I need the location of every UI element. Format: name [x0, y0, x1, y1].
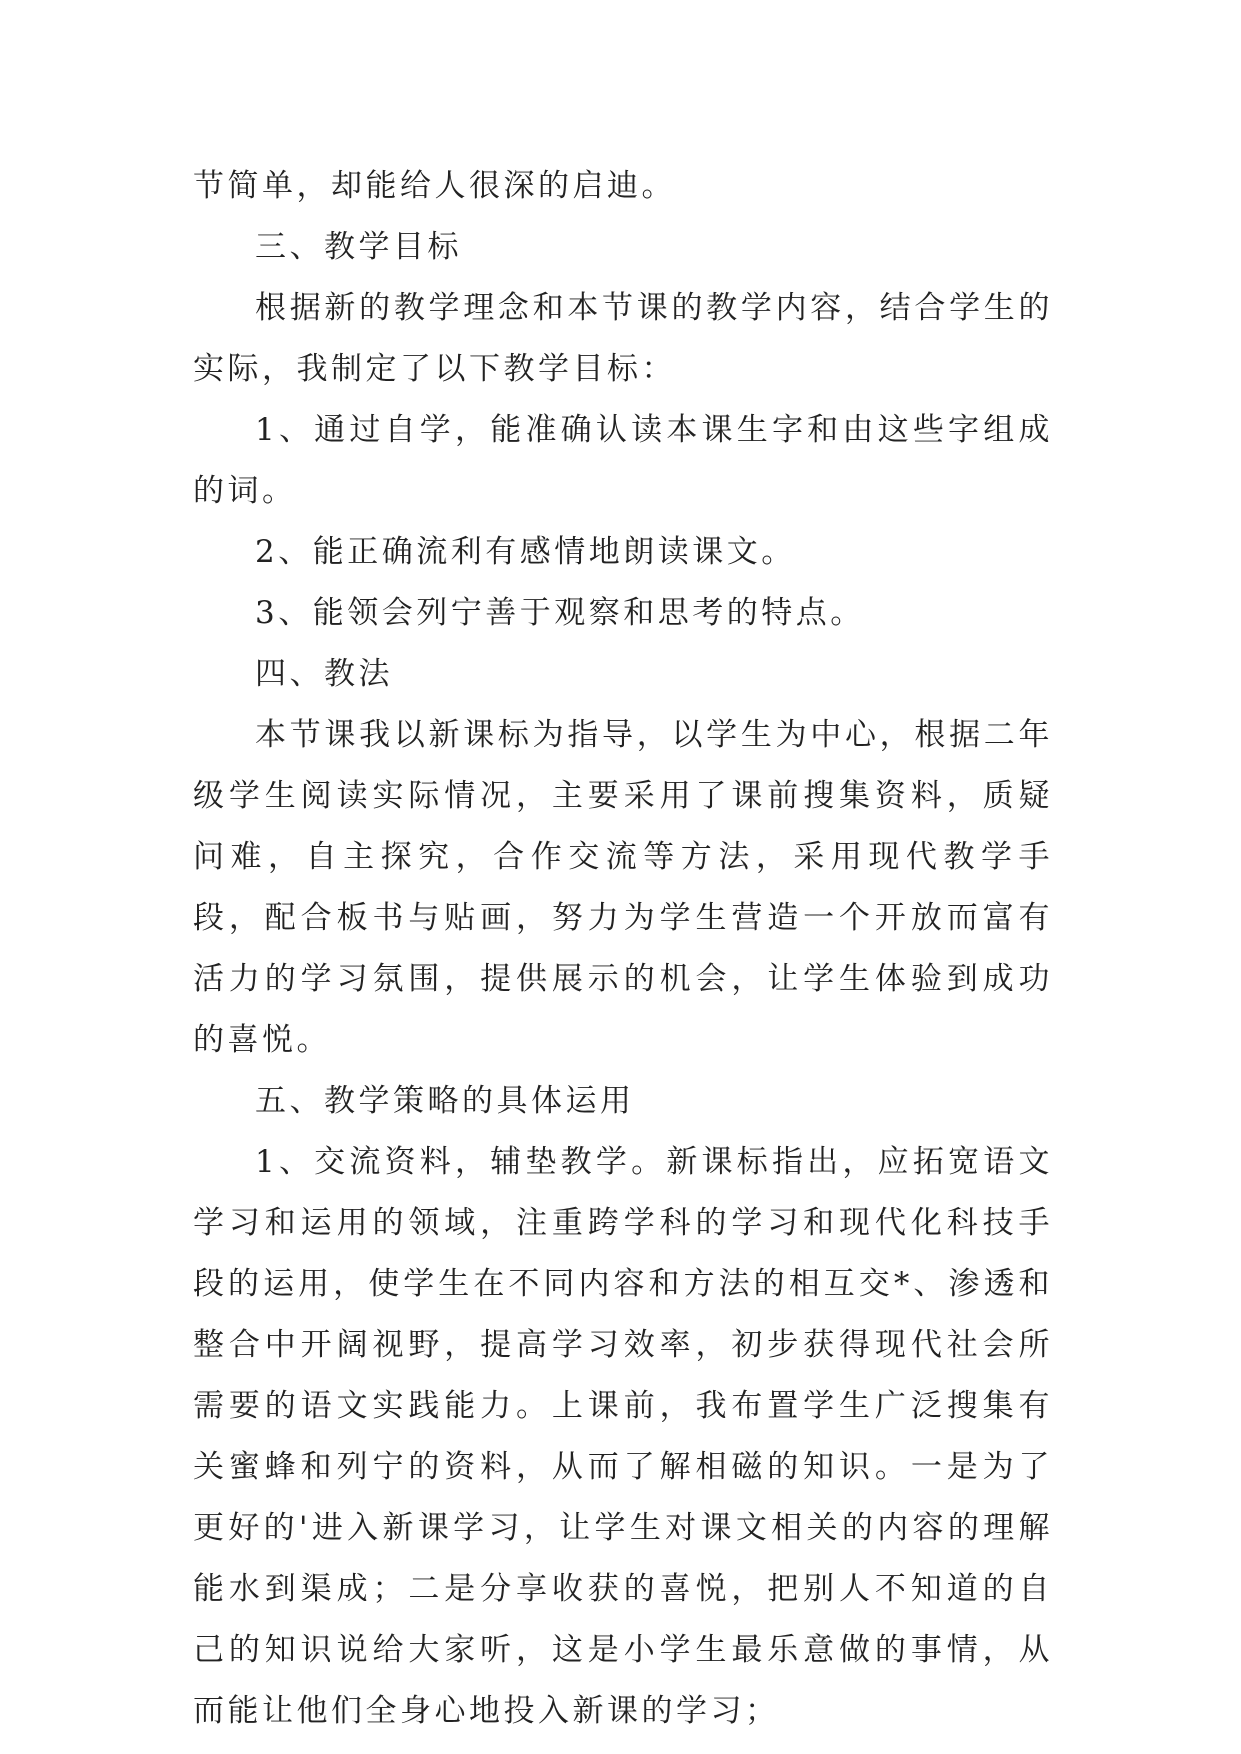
paragraph-teaching-methods: 本节课我以新课标为指导，以学生为中心，根据二年级学生阅读实际情况，主要采用了课前搜集资料，质疑问难，自主探究，合作交流等方法，采用现代教学手段，配合板书与贴画，努力为学生营造一个开放而富有活力的学习氛围，提供展示的机会，让学生体验到成功的喜悦。: [193, 717, 1053, 1058]
document-body: [193, 156, 1053, 1742]
paragraph-goals-intro: 根据新的教学理念和本节课的教学内容，结合学生的实际，我制定了以下教学目标：: [193, 290, 1053, 387]
list-item-goal-1: 1、通过自学，能准确认读本课生字和由这些字组成的词。: [193, 412, 1053, 509]
section-heading-teaching-strategies: 五、教学策略的具体运用: [255, 1083, 635, 1119]
list-item-goal-2: 2、能正确流利有感情地朗读课文。: [255, 534, 796, 570]
section-heading-teaching-goals: 三、教学目标: [255, 229, 462, 265]
section-heading-teaching-methods: 四、教法: [255, 656, 393, 692]
paragraph-strategy-1: 1、交流资料，辅垫教学。新课标指出，应拓宽语文学习和运用的领域，注重跨学科的学习和现代化科技手段的运用，使学生在不同内容和方法的相互交*、渗透和整合中开阔视野，提高学习效率，初步获得现代社会所需要的语文实践能力。上课前，我布置学生广泛搜集有关蜜蜂和列宁的资料，从而了解相磁的知识。一是为了更好的'进入新课学习，让学生对课文相关的内容的理解能水到渠成；二是分享收获的喜悦，把别人不知道的自己的知识说给大家听，这是小学生最乐意做的事情，从而能让他们全身心地投入新课的学习；: [193, 1144, 1053, 1729]
paragraph-continuation: 节简单，却能给人很深的启迪。: [193, 168, 676, 204]
list-item-goal-3: 3、能领会列宁善于观察和思考的特点。: [255, 595, 865, 631]
